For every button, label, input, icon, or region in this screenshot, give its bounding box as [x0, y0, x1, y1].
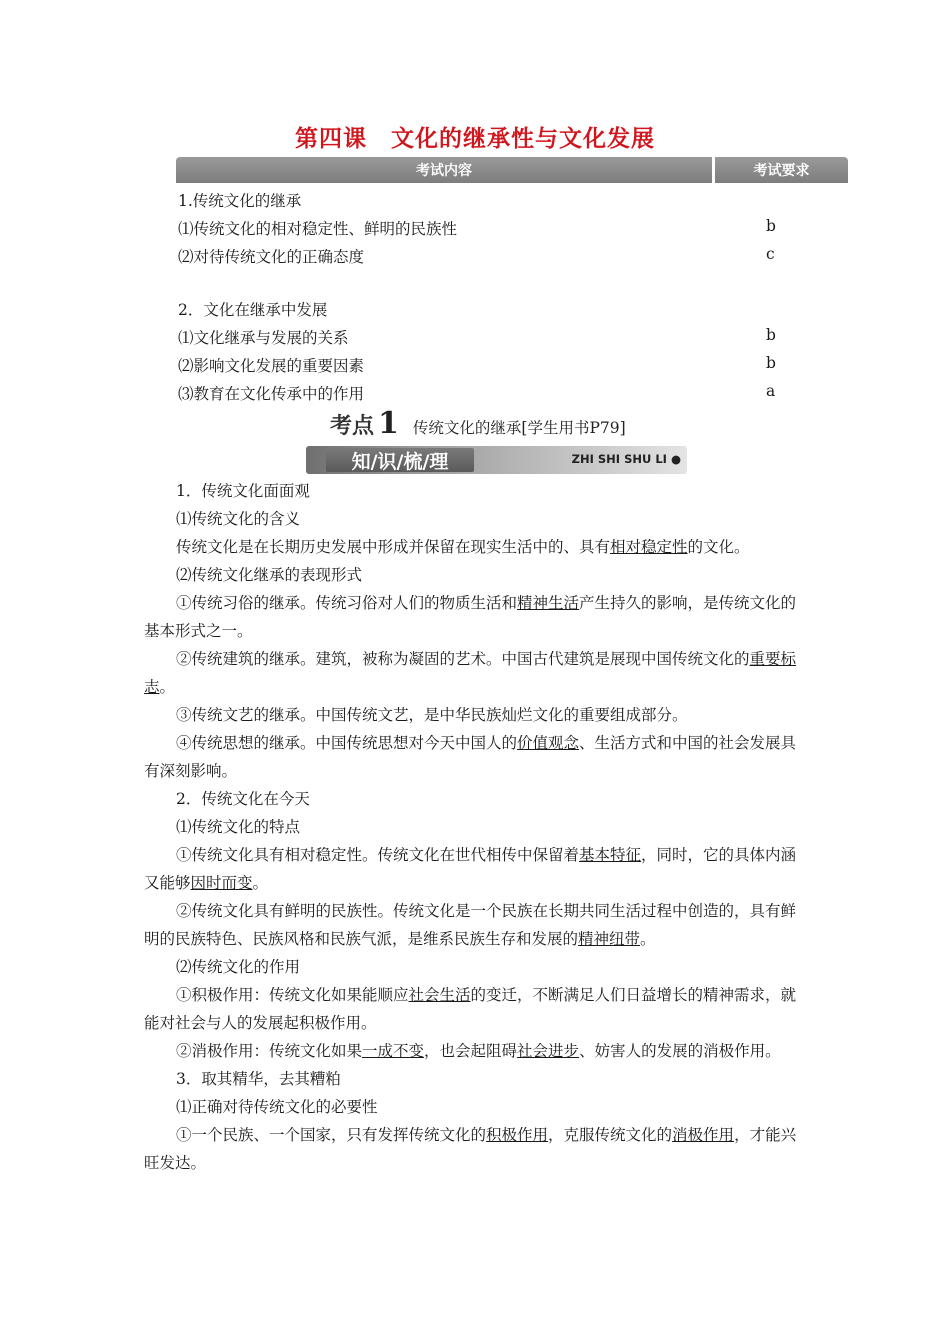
row-text: ⑵影响文化发展的重要因素 [178, 357, 365, 375]
paragraph: ①传统文化具有相对稳定性。传统文化在世代相传中保留着基本特征，同时，它的具体内涵又能够因时而变。 [144, 846, 797, 892]
row-level: b [766, 354, 776, 372]
page-title: 第四课 文化的继承性与文化发展 [295, 126, 655, 152]
table-row [176, 215, 848, 241]
header-requirement: 考试要求 [715, 157, 848, 183]
paragraph: ②传统文化具有鲜明的民族性。传统文化是一个民族在长期共同生活过程中创造的，具有鲜明的民族特色、民族风格和民族气派，是维系民族生存和发展的精神纽带。 [144, 902, 797, 948]
row-text: ⑴传统文化的相对稳定性、鲜明的民族性 [178, 220, 458, 238]
paragraph: 1．传统文化面面观 [176, 482, 310, 500]
header-content: 考试内容 [176, 157, 712, 183]
paragraph: ⑵传统文化继承的表现形式 [176, 566, 363, 584]
row-text: ⑴文化继承与发展的关系 [178, 329, 349, 347]
table-row [176, 352, 848, 378]
row-level: c [766, 245, 775, 263]
row-level: a [766, 382, 776, 400]
kaodian-text: 传统文化的继承[学生用书P79] [412, 419, 626, 437]
paragraph: ②传统建筑的继承。建筑，被称为凝固的艺术。中国古代建筑是展现中国传统文化的重要标志。 [144, 650, 797, 696]
paragraph: 传统文化是在长期历史发展中形成并保留在现实生活中的、具有相对稳定性的文化。 [176, 538, 750, 556]
row-text: 2．文化在继承中发展 [178, 301, 328, 319]
section-banner [306, 446, 687, 474]
table-row [176, 296, 848, 322]
paragraph: ②消极作用：传统文化如果一成不变，也会起阻碍社会进步、妨害人的发展的消极作用。 [176, 1042, 781, 1060]
body-text [144, 477, 810, 1177]
paragraph: ⑴传统文化的特点 [176, 818, 301, 836]
paragraph: ⑴传统文化的含义 [176, 510, 301, 528]
table-row [176, 380, 848, 406]
paragraph: 3．取其精华，去其糟粕 [176, 1070, 341, 1088]
paragraph: ③传统文艺的继承。中国传统文艺，是中华民族灿烂文化的重要组成部分。 [176, 706, 688, 724]
paragraph: ①传统习俗的继承。传统习俗对人们的物质生活和精神生活产生持久的影响，是传统文化的基本形式之一。 [144, 594, 797, 640]
kaodian-number: 1 [378, 406, 399, 441]
table-row [176, 324, 848, 350]
paragraph: ⑵传统文化的作用 [176, 958, 301, 976]
kaodian-label: 考点 [330, 414, 375, 439]
row-level: b [766, 326, 776, 344]
paragraph: ①一个民族、一个国家，只有发挥传统文化的积极作用，克服传统文化的消极作用，才能兴旺发达。 [144, 1126, 797, 1172]
paragraph: 2．传统文化在今天 [176, 790, 310, 808]
paragraph: ⑴正确对待传统文化的必要性 [176, 1098, 378, 1116]
paragraph: ④传统思想的继承。中国传统思想对今天中国人的价值观念、生活方式和中国的社会发展具有深刻影响。 [144, 734, 797, 780]
requirements-table [176, 157, 848, 403]
row-level: b [766, 217, 776, 235]
row-text: 1.传统文化的继承 [178, 192, 302, 210]
table-row [176, 243, 848, 269]
kaodian-heading [330, 406, 626, 441]
banner-title: 知/识/梳/理 [326, 448, 474, 472]
row-text: ⑶教育在文化传承中的作用 [178, 385, 365, 403]
table-header [176, 157, 848, 183]
row-text: ⑵对待传统文化的正确态度 [178, 248, 365, 266]
banner-pinyin: ZHI SHI SHU LI ● [571, 452, 681, 466]
table-row [176, 187, 848, 213]
paragraph: ①积极作用：传统文化如果能顺应社会生活的变迁，不断满足人们日益增长的精神需求，就能对社会与人的发展起积极作用。 [144, 986, 797, 1032]
